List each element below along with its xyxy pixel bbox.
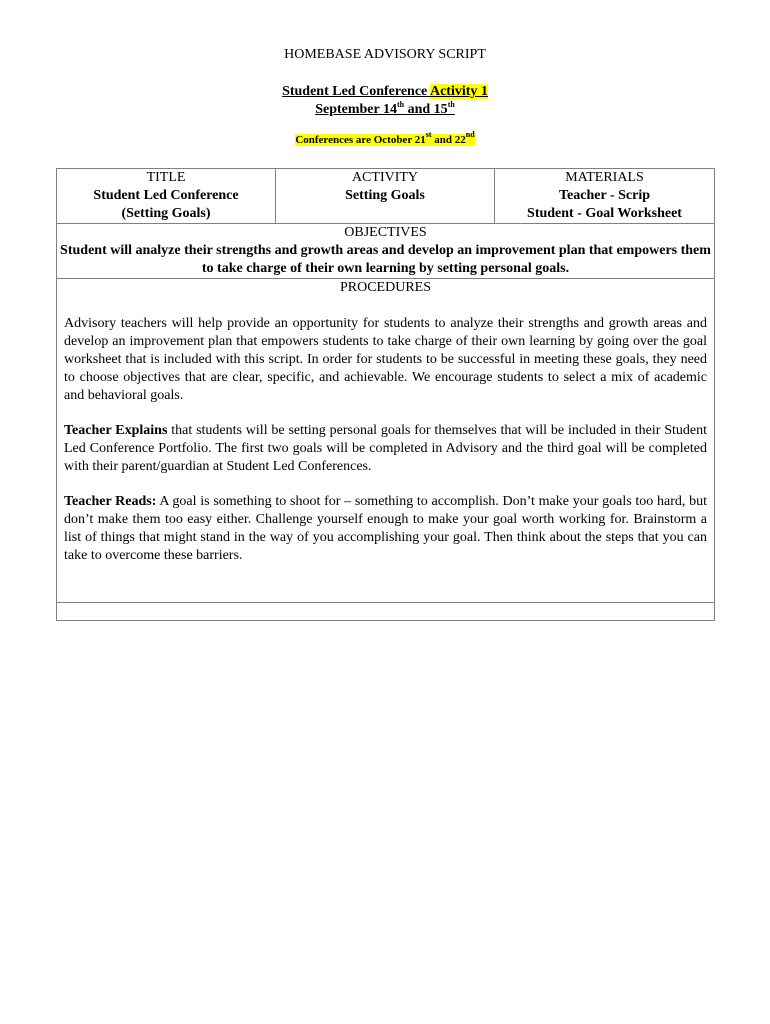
dates-line [0,101,770,119]
conference-dates-highlight [295,130,475,146]
blank-row [57,603,715,621]
conf-text-b: and 22 [431,134,466,146]
dates-text-b: and 15 [404,102,448,117]
materials-cell [495,169,715,224]
conference-activity-line [0,83,770,101]
blank-cell [57,603,715,621]
teacher-explains-text: that students will be setting personal goals for themselves that will be included in their Student Led Conference Portfolio. The first two goals will be completed in Advisory and the third goal will be completed with their parent/guardian at Student Led Conferences. [64,423,707,474]
teacher-reads-label: Teacher Reads: [64,494,157,509]
teacher-explains-label: Teacher Explains [64,423,168,438]
objectives-text: Student will analyze their strengths and growth areas and develop an improvement plan that empowers them to take charge of their own learning by setting personal goals. [60,243,711,276]
procedures-paragraph-1: Advisory teachers will help provide an opportunity for students to analyze their strengths and growth areas and develop an improvement plan that empowers students to take charge of their own learning by going over the goal worksheet that is included with this script. In order for students to be successful in meeting these goals, they need to choose objectives that are clear, specific, and achievable. We encourage students to select a mix of academic and behavioral goals. [64,316,707,403]
conf-sup-2: nd [465,130,475,139]
summary-row [57,169,715,224]
dates-text-a: September 14 [315,102,397,117]
activity-heading: ACTIVITY [351,170,419,185]
activity-highlight: Activity 1 [429,84,488,99]
title-cell [57,169,276,224]
document-subtitle [0,83,770,119]
procedures-cell [57,279,715,603]
objectives-cell [57,224,715,279]
conference-dates-note [0,130,770,146]
title-line-2: (Setting Goals) [121,206,211,221]
activity-cell [276,169,495,224]
dates-sup-1: th [396,100,405,109]
activity-value: Setting Goals [345,188,425,203]
procedures-row [57,279,715,603]
conf-text-a: Conferences are October 21 [295,134,426,146]
lesson-table [56,168,715,621]
conf-sup-1: st [425,130,432,139]
conference-name: Student Led Conference [282,84,430,99]
dates-sup-2: th [447,100,455,109]
title-heading: TITLE [146,170,186,185]
objectives-row [57,224,715,279]
procedures-paragraph-2 [57,422,714,476]
materials-line-1: Teacher - Scrip [559,188,650,203]
document-title: HOMEBASE ADVISORY SCRIPT [284,47,486,62]
procedures-paragraph-3 [57,493,714,565]
title-line-1: Student Led Conference [93,188,239,203]
materials-line-2: Student - Goal Worksheet [527,206,682,221]
materials-heading: MATERIALS [565,170,644,185]
objectives-heading: OBJECTIVES [344,225,427,240]
teacher-reads-text: A goal is something to shoot for – something to accomplish. Don’t make your goals too hard, but don’t make them too easy either. Challenge yourself enough to make your goal worth working for. Brainstorm a list of things that might stand in the way of you accomplishing your goal. Then think about the steps that you can take to overcome these barriers. [64,494,708,563]
procedures-heading: PROCEDURES [339,280,432,295]
